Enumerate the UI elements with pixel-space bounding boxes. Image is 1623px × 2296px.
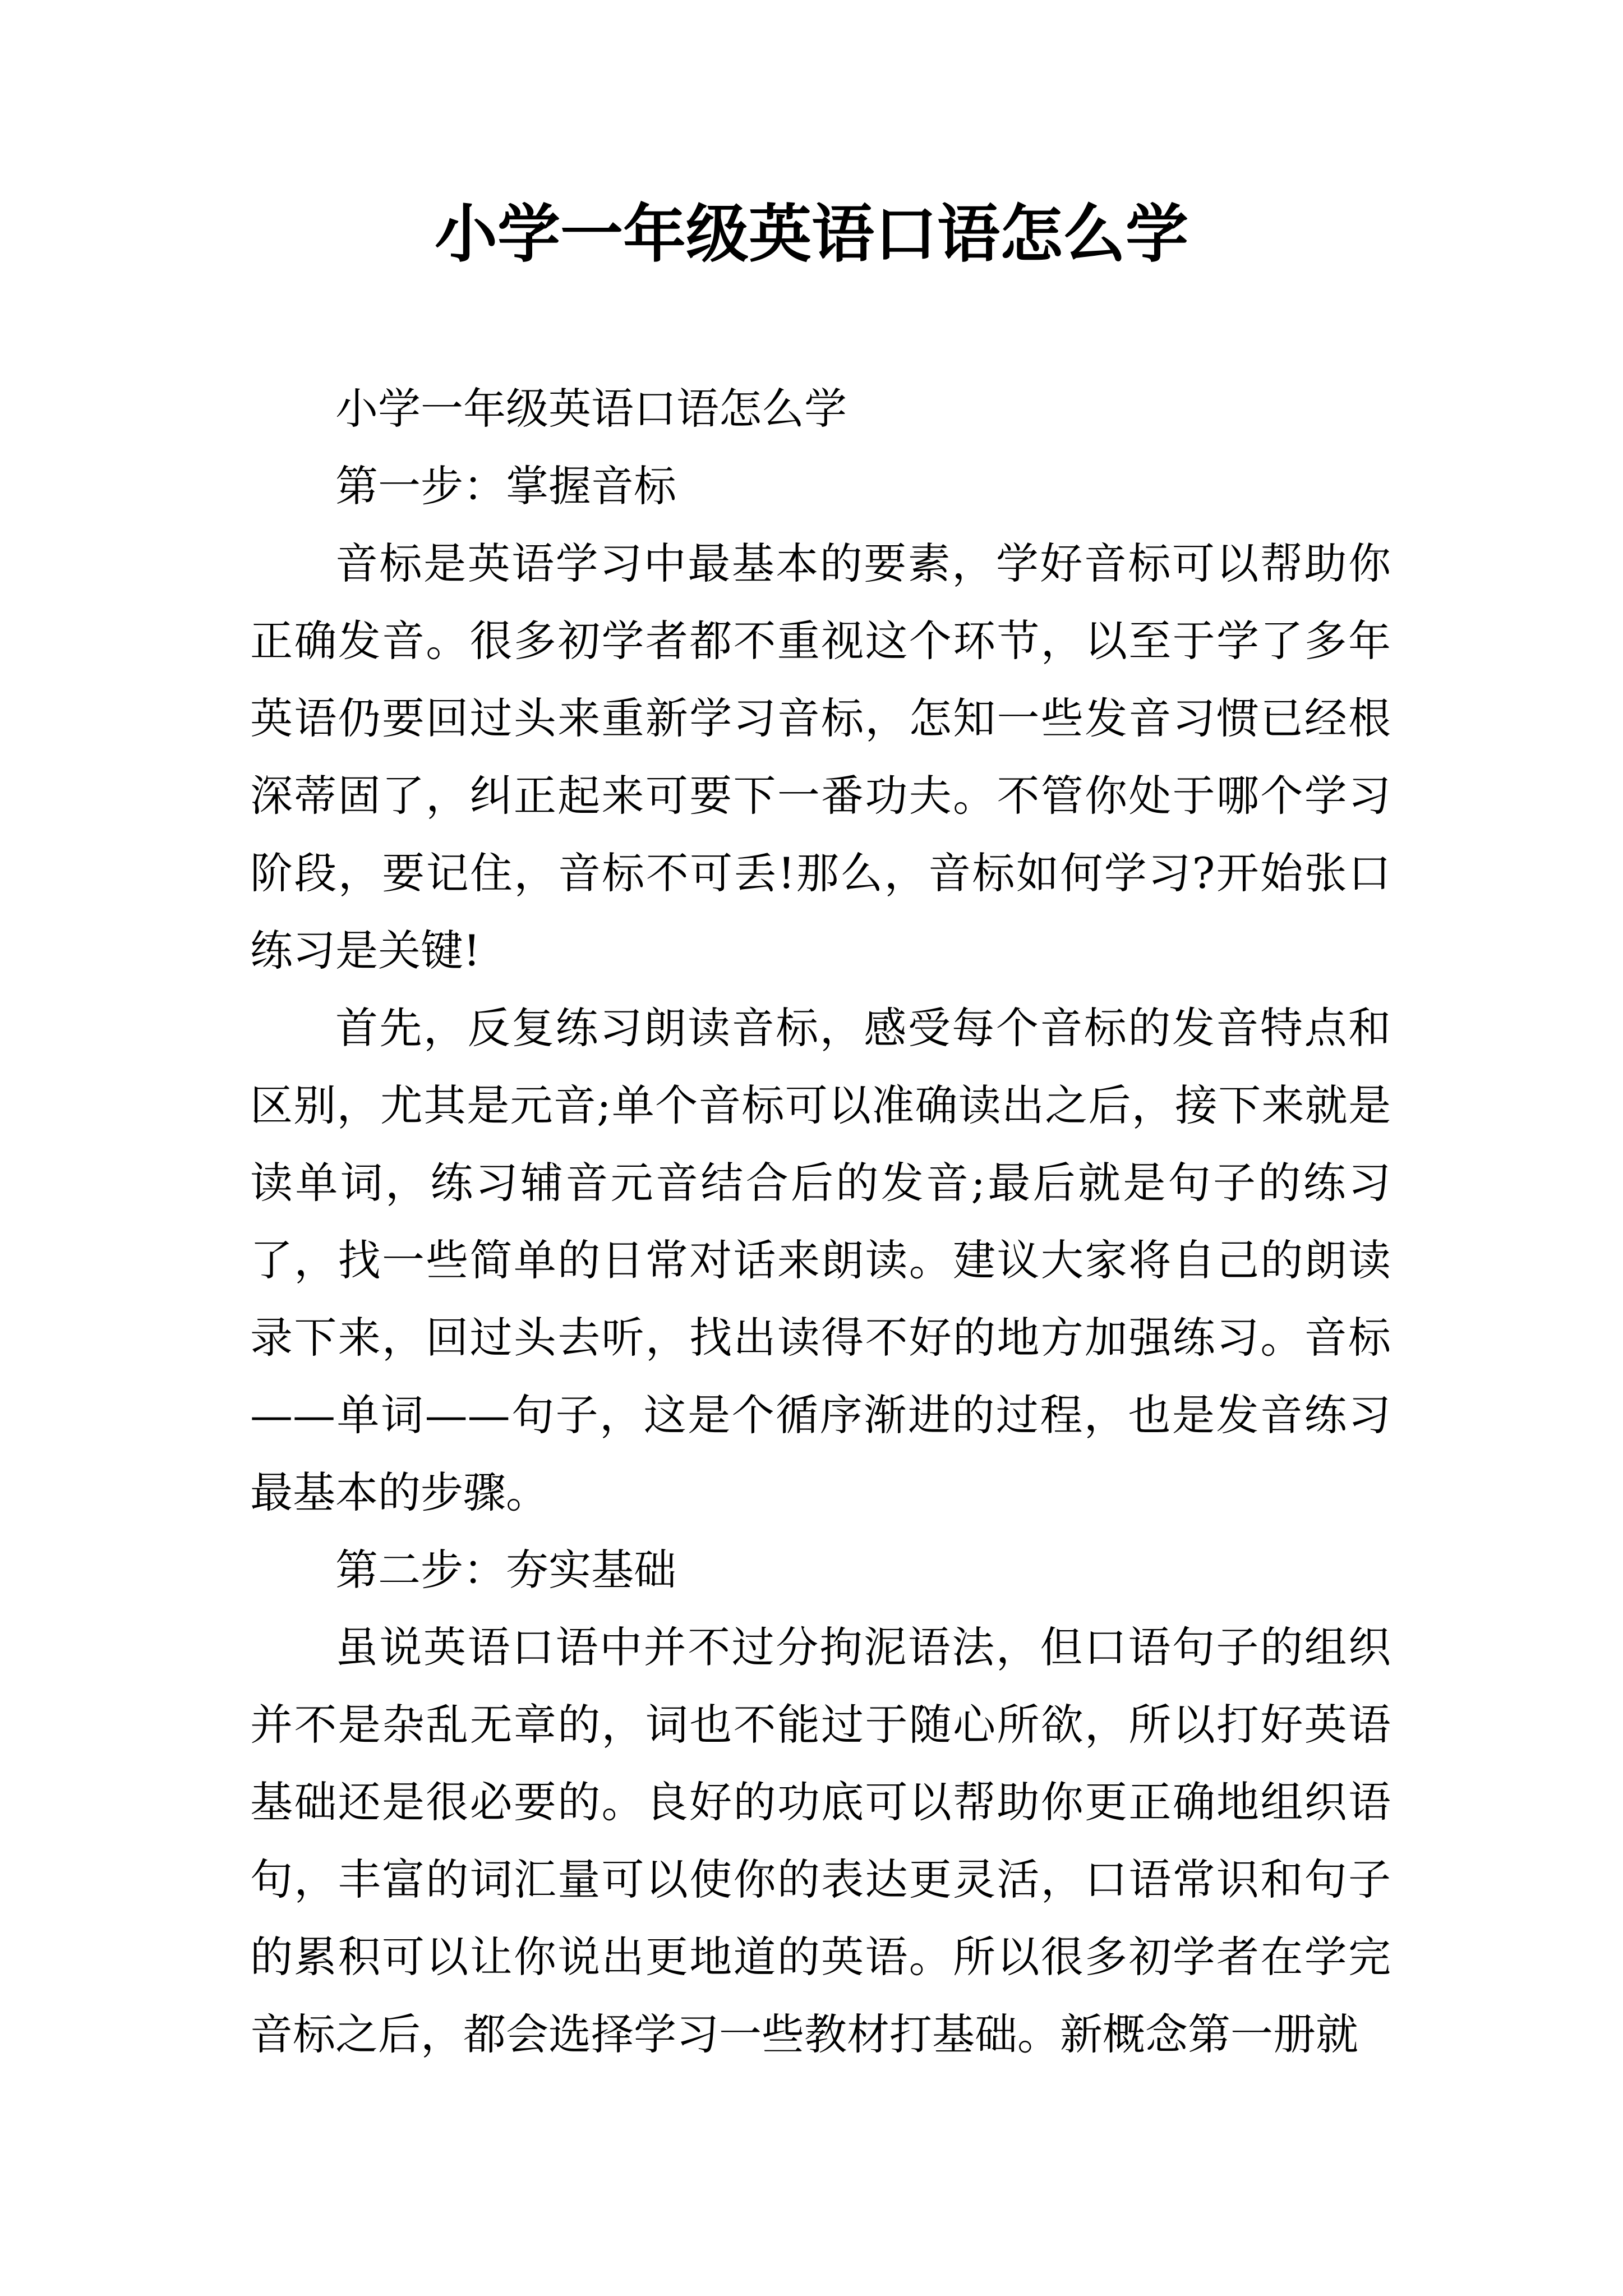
paragraph-step-one-heading: 第一步：掌握音标 <box>335 461 676 511</box>
paragraph-phonetics: 音标是英语学习中最基本的要素，学好音标可以帮助你正确发音。很多初学者都不重视这个环节，以至于学了多年英语仍要回过头来重新学习音标，怎知一些发音习惯已经根深蒂固了，纠正起来可要下一番功夫。不管你处于哪个学习阶段，要记住，音标不可丢!那么，音标如何学习?开始张口练习是关键! <box>250 539 1391 976</box>
paragraph-foundation: 虽说英语口语中并不过分拘泥语法，但口语句子的组织并不是杂乱无章的，词也不能过于随心所欲，所以打好英语基础还是很必要的。良好的功底可以帮助你更正确地组织语句，丰富的词汇量可以使你的表达更灵活，口语常识和句子的累积可以让你说出更地道的英语。所以很多初学者在学完音标之后，都会选择学习一些教材打基础。新概念第一册就 <box>250 1622 1391 2059</box>
paragraph-practice: 首先，反复练习朗读音标，感受每个音标的发音特点和区别，尤其是元音;单个音标可以准确读出之后，接下来就是读单词，练习辅音元音结合后的发音;最后就是句子的练习了，找一些简单的日常对话来朗读。建议大家将自己的朗读录下来，回过头去听，找出读得不好的地方加强练习。音标——单词——句子，这是个循序渐进的过程，也是发音练习最基本的步骤。 <box>250 1003 1391 1517</box>
paragraph-subtitle: 小学一年级英语口语怎么学 <box>335 384 847 434</box>
document-body <box>250 370 1391 2073</box>
paragraph-step-two-heading: 第二步：夯实基础 <box>335 1545 676 1595</box>
document-title: 小学一年级英语口语怎么学 <box>435 197 1188 271</box>
